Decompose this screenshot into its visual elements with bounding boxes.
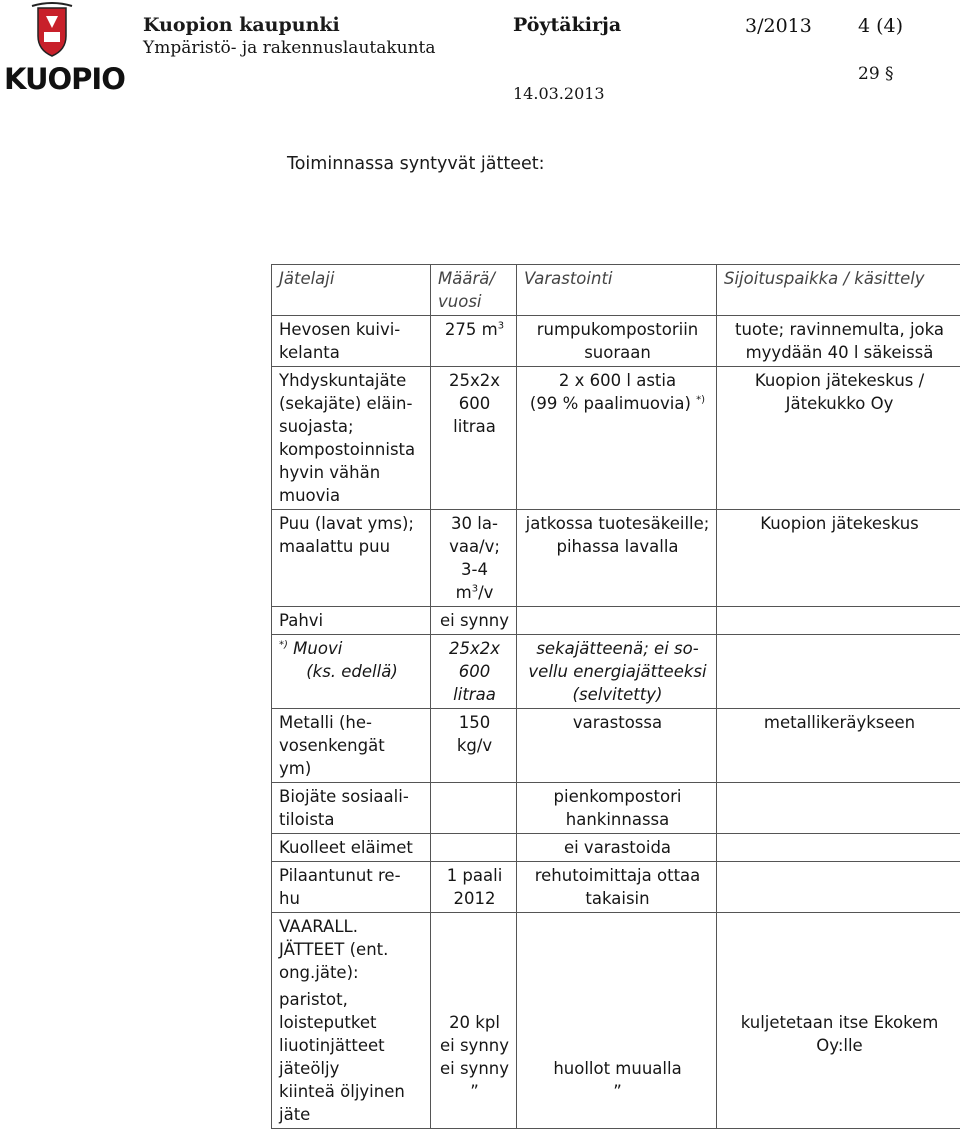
coat-of-arms-icon xyxy=(2,2,102,62)
cell-laji: Pilaantunut re- hu xyxy=(272,862,431,913)
table-row xyxy=(272,913,960,987)
cell-sijoitus: metallikeräykseen xyxy=(717,709,960,783)
cell-varastointi: sekajätteenä; ei so- vellu energiajätteeksi (selvitetty) xyxy=(517,635,717,709)
cell-maara: 275 $m^3$ xyxy=(431,316,517,367)
cell-maara: 150 kg/v xyxy=(431,709,517,783)
cell-sijoitus xyxy=(717,635,960,709)
cell-laji: Yhdyskuntajäte (sekajäte) eläin- suojasta; kompostoinnista hyvin vähän muovia xyxy=(272,367,431,510)
cell-varastointi: ei varastoida xyxy=(517,834,717,862)
table-row xyxy=(272,510,960,607)
table-row xyxy=(272,709,960,783)
cell-laji: Pahvi xyxy=(272,607,431,635)
cell-sijoitus: Kuopion jätekeskus xyxy=(717,510,960,607)
cell-varastointi: pienkompostori hankinnassa xyxy=(517,783,717,834)
cell-varastointi: jatkossa tuotesäkeille; pihassa lavalla xyxy=(517,510,717,607)
cell-varastointi: rumpukompostoriin suoraan xyxy=(517,316,717,367)
cell-sijoitus xyxy=(717,862,960,913)
table-row xyxy=(272,783,960,834)
cell-sijoitus: tuote; ravinnemulta, joka myydään 40 l säkeissä xyxy=(717,316,960,367)
cell-sijoitus xyxy=(717,913,960,987)
cell-maara: 30 la- vaa/v; 3-4 $m^3/v$ xyxy=(431,510,517,607)
cell-maara: 20 kpl ei synny ei synny ” xyxy=(431,986,517,1129)
page-number: 4 (4) xyxy=(858,15,904,37)
cell-maara: 1 paali 2012 xyxy=(431,862,517,913)
header-maara: Määrä/ vuosi xyxy=(431,265,517,316)
document-number: 3/2013 xyxy=(745,15,812,37)
table-row xyxy=(272,635,960,709)
cell-varastointi: huollot muualla ” xyxy=(517,986,717,1129)
cell-sijoitus: kuljetetaan itse Ekokem Oy:lle xyxy=(717,986,960,1129)
table-header-row xyxy=(272,265,960,316)
header-varastointi: Varastointi xyxy=(517,265,717,316)
document-type: Pöytäkirja xyxy=(513,14,622,36)
logo-wordmark: KUOPIO xyxy=(4,62,125,96)
cell-maara xyxy=(431,913,517,987)
cell-laji: paristot, loisteputket liuotinjätteet jäteöljy kiinteä öljyinen jäte xyxy=(272,986,431,1129)
waste-table xyxy=(271,264,960,1129)
cell-varastointi xyxy=(517,607,717,635)
cell-varastointi: rehutoimittaja ottaa takaisin xyxy=(517,862,717,913)
cell-maara xyxy=(431,783,517,834)
kuopio-logo xyxy=(2,2,125,96)
header-sijoitus: Sijoituspaikka / käsittely xyxy=(717,265,960,316)
cell-sijoitus xyxy=(717,783,960,834)
cell-maara: 25x2x 600 litraa xyxy=(431,635,517,709)
organization-name: Kuopion kaupunki xyxy=(143,14,340,36)
table-row xyxy=(272,607,960,635)
intro-heading: Toiminnassa syntyvät jätteet: xyxy=(287,154,545,174)
table-row xyxy=(272,862,960,913)
header-jatelaji: Jätelaji xyxy=(272,265,431,316)
cell-laji: Biojäte sosiaali- tiloista xyxy=(272,783,431,834)
cell-sijoitus: Kuopion jätekeskus / Jätekukko Oy xyxy=(717,367,960,510)
table-row xyxy=(272,986,960,1129)
department-name: Ympäristö- ja rakennuslautakunta xyxy=(143,38,436,58)
cell-maara: ei synny xyxy=(431,607,517,635)
section-number: 29 § xyxy=(858,64,894,84)
cell-sijoitus xyxy=(717,834,960,862)
cell-sijoitus xyxy=(717,607,960,635)
cell-laji: Metalli (he- vosenkengät ym) xyxy=(272,709,431,783)
cell-varastointi: varastossa xyxy=(517,709,717,783)
cell-varastointi xyxy=(517,913,717,987)
meeting-date: 14.03.2013 xyxy=(513,84,605,103)
cell-maara: 25x2x 600 litraa xyxy=(431,367,517,510)
cell-laji: VAARALL. JÄTTEET (ent. ong.jäte): xyxy=(272,913,431,987)
table-row xyxy=(272,316,960,367)
table-row xyxy=(272,834,960,862)
cell-laji: Puu (lavat yms); maalattu puu xyxy=(272,510,431,607)
table-row xyxy=(272,367,960,510)
cell-varastointi: 2 x 600 l astia (99 % paalimuovia) *) xyxy=(517,367,717,510)
cell-laji: Kuolleet eläimet xyxy=(272,834,431,862)
cell-laji: *) Muovi (ks. edellä) xyxy=(272,635,431,709)
cell-laji: Hevosen kuivi- kelanta xyxy=(272,316,431,367)
cell-maara xyxy=(431,834,517,862)
